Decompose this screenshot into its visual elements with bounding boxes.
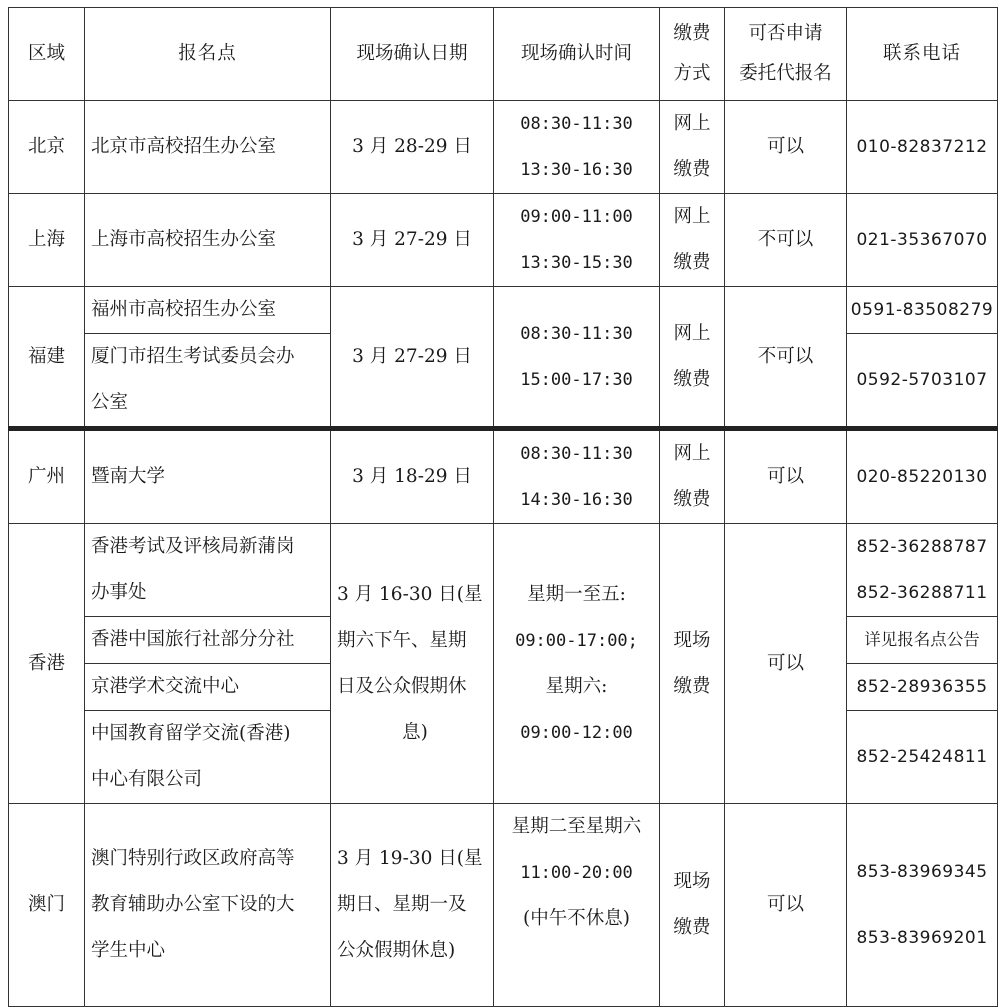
payment-line: 网上 (673, 206, 711, 227)
header-row (9, 8, 998, 101)
location-line: 学生中心 (91, 940, 166, 961)
header-region: 区域 (9, 8, 85, 101)
date-line: 公众假期休息) (337, 940, 456, 961)
time-line: 星期一至五: (527, 583, 626, 605)
payment-cell (660, 194, 725, 287)
date-line: 期六下午、星期 (337, 629, 467, 651)
header-proxy-line1: 可否申请 (748, 23, 823, 44)
payment-line: 现场 (673, 871, 711, 892)
row-guangzhou (9, 429, 998, 524)
location-line: 办事处 (91, 582, 147, 603)
time-line: 09:00-17:00; (515, 630, 638, 651)
header-payment-line2: 方式 (673, 63, 711, 84)
time-cell (494, 524, 660, 804)
time-line: 08:30-11:30 (520, 114, 633, 134)
header-proxy-line2: 委托代报名 (739, 63, 832, 84)
header-location: 报名点 (85, 8, 331, 101)
time-line: 星期六: (545, 675, 608, 697)
phone-cell: 021-35367070 (847, 194, 998, 287)
time-line: 13:30-16:30 (520, 160, 633, 180)
payment-cell (660, 101, 725, 194)
header-payment (660, 8, 725, 101)
phone-cell: 852-25424811 (847, 711, 998, 804)
date-line: 3 月 16-30 日(星 (337, 583, 483, 605)
date-cell (331, 804, 494, 1007)
phone-line: 853-83969201 (856, 928, 988, 948)
registration-table (8, 7, 998, 1007)
time-line: (中午不休息) (523, 908, 630, 929)
date-cell: 3 月 27-29 日 (331, 287, 494, 429)
payment-cell (660, 287, 725, 429)
date-line: 日及公众假期休 (337, 675, 467, 697)
payment-line: 现场 (673, 629, 711, 651)
proxy-cell: 可以 (725, 524, 847, 804)
location-line: 厦门市招生考试委员会办 (91, 346, 295, 367)
time-cell (494, 429, 660, 524)
header-confirm-time: 现场确认时间 (494, 8, 660, 101)
phone-line: 852-36288711 (856, 583, 988, 603)
payment-cell (660, 804, 725, 1007)
phone-cell: 0592-5703107 (847, 334, 998, 429)
location-cell (85, 524, 331, 617)
proxy-cell: 不可以 (725, 194, 847, 287)
header-confirm-date: 现场确认日期 (331, 8, 494, 101)
header-payment-line1: 缴费 (673, 23, 711, 44)
location-cell: 北京市高校招生办公室 (85, 101, 331, 194)
payment-line: 网上 (673, 322, 711, 344)
location-cell: 上海市高校招生办公室 (85, 194, 331, 287)
date-cell (331, 524, 494, 804)
date-cell: 3 月 27-29 日 (331, 194, 494, 287)
phone-line: 852-36288787 (856, 537, 988, 557)
location-line: 澳门特别行政区政府高等 (91, 848, 295, 869)
proxy-cell: 不可以 (725, 287, 847, 429)
header-phone: 联系电话 (847, 8, 998, 101)
phone-cell: 020-85220130 (847, 429, 998, 524)
time-cell (494, 194, 660, 287)
location-cell: 京港学术交流中心 (85, 664, 331, 711)
row-macau (9, 804, 998, 1007)
phone-cell: 852-28936355 (847, 664, 998, 711)
time-cell (494, 101, 660, 194)
time-line: 09:00-11:00 (520, 207, 633, 227)
proxy-cell: 可以 (725, 804, 847, 1007)
payment-line: 缴费 (673, 489, 711, 510)
time-line: 14:30-16:30 (520, 490, 633, 510)
payment-line: 网上 (673, 113, 711, 134)
phone-cell (847, 524, 998, 617)
proxy-cell: 可以 (725, 101, 847, 194)
location-cell (85, 334, 331, 429)
time-line: 08:30-11:30 (520, 444, 633, 464)
location-line: 中心有限公司 (91, 769, 203, 790)
region-cell: 香港 (9, 524, 85, 804)
location-cell (85, 804, 331, 1007)
date-cell: 3 月 28-29 日 (331, 101, 494, 194)
proxy-cell: 可以 (725, 429, 847, 524)
row-shanghai (9, 194, 998, 287)
location-cell: 福州市高校招生办公室 (85, 287, 331, 334)
payment-line: 缴费 (673, 159, 711, 180)
payment-line: 网上 (673, 443, 711, 464)
location-cell: 暨南大学 (85, 429, 331, 524)
date-cell: 3 月 18-29 日 (331, 429, 494, 524)
date-line: 3 月 19-30 日(星 (337, 848, 483, 869)
time-cell (494, 804, 660, 1007)
row-beijing (9, 101, 998, 194)
location-cell: 香港中国旅行社部分分社 (85, 617, 331, 664)
phone-line: 853-83969345 (856, 862, 988, 882)
location-line: 中国教育留学交流(香港) (91, 723, 291, 744)
payment-line: 缴费 (673, 252, 711, 273)
region-cell: 福建 (9, 287, 85, 429)
time-line: 09:00-12:00 (520, 722, 633, 743)
time-line: 星期二至星期六 (511, 816, 642, 837)
time-line: 13:30-15:30 (520, 253, 633, 273)
phone-cell: 010-82837212 (847, 101, 998, 194)
payment-line: 缴费 (673, 675, 711, 697)
region-cell: 广州 (9, 429, 85, 524)
payment-cell (660, 524, 725, 804)
date-line: 期日、星期一及 (337, 894, 467, 915)
location-line: 公室 (91, 392, 129, 413)
phone-cell: 0591-83508279 (847, 287, 998, 334)
header-proxy (725, 8, 847, 101)
phone-cell (847, 804, 998, 1007)
time-cell (494, 287, 660, 429)
row-fujian (9, 287, 998, 334)
region-cell: 上海 (9, 194, 85, 287)
location-line: 教育辅助办公室下设的大 (91, 894, 295, 915)
time-line: 08:30-11:30 (520, 323, 633, 344)
location-line: 香港考试及评核局新蒲岗 (91, 536, 295, 557)
payment-cell (660, 429, 725, 524)
phone-cell: 详见报名点公告 (847, 617, 998, 664)
location-cell (85, 711, 331, 804)
date-line: 息) (402, 721, 428, 743)
region-cell: 澳门 (9, 804, 85, 1007)
region-cell: 北京 (9, 101, 85, 194)
time-line: 11:00-20:00 (520, 863, 633, 883)
row-hongkong (9, 524, 998, 617)
payment-line: 缴费 (673, 917, 711, 938)
time-line: 15:00-17:30 (520, 369, 633, 390)
payment-line: 缴费 (673, 368, 711, 390)
